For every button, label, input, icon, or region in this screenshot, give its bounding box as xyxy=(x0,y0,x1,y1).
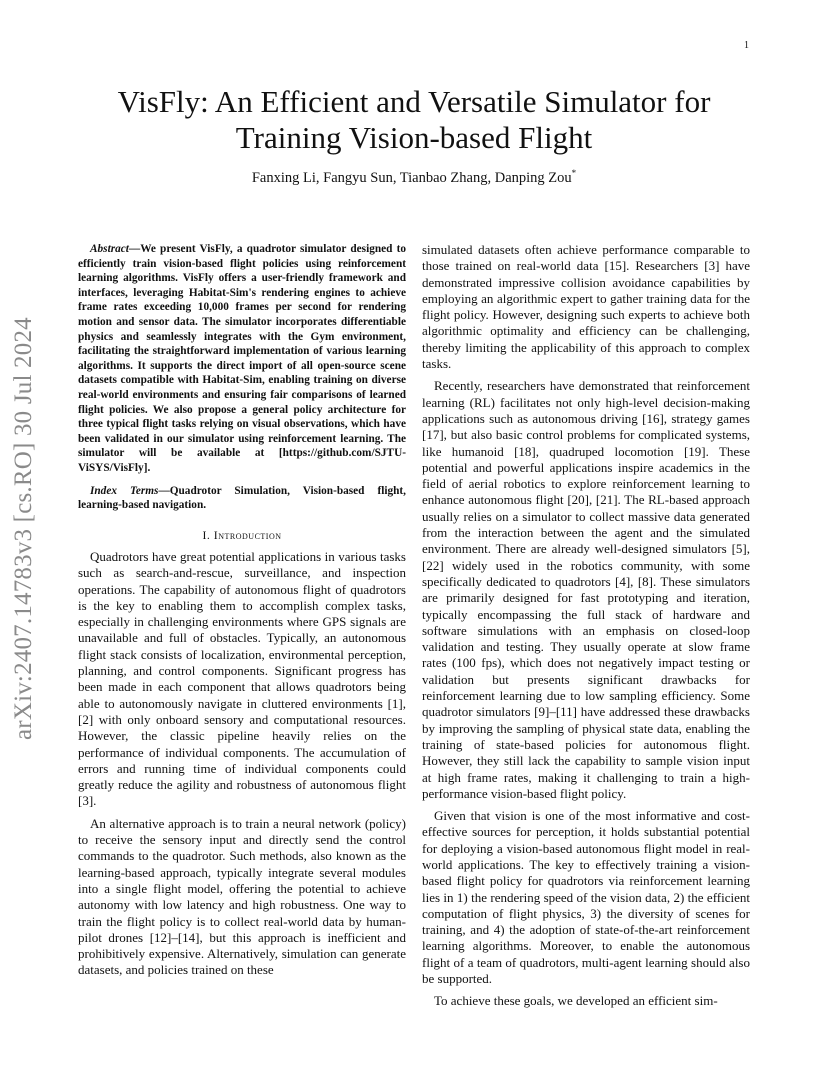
intro-paragraph-1: Quadrotors have great potential applications in various tasks such as search-and-rescue, surveillance, and inspection operations. The capability of autonomous flight of quadrotors is the key to enabling them to accomplish complex tasks, especially in challenging environments where GPS signals are unavailable and full of obstacles. Typically, an autonomous flight stack consists of localization, environmental perception, planning, and control components. Significant progress has been made in each component that allows quadrotors being able to autonomously navigate in cluttered environments [1], [2] with only onboard sensory and computational resources. However, the classic pipeline heavily relies on the performance of individual components. The accumulation of errors and running time of individual components could greatly reduce the agility and robustness of autonomous flight [3]. xyxy=(78,548,406,809)
section-heading-introduction: I. Introduction xyxy=(202,527,282,542)
index-terms xyxy=(78,484,406,513)
title-line-1: VisFly: An Efficient and Versatile Simulator for xyxy=(117,84,711,119)
author-names: Fanxing Li, Fangyu Sun, Tianbao Zhang, Danping Zou xyxy=(251,169,572,186)
intro-paragraph-2: An alternative approach is to train a neural network (policy) to receive the sensory input and directly send the control commands to the quadrotor. Such methods, also known as the learning-based approach, typically integrate several modules into a single flight model, offering the potential to achieve autonomy with low latency and high robustness. One way to train the flight policy is to collect real-world data by human-pilot drones [12]–[14], but this approach is inefficient and prohibitively expensive. Alternatively, simulation can generate datasets, and policies trained on these xyxy=(78,815,406,978)
page-number: 1 xyxy=(744,40,749,51)
left-column xyxy=(78,242,406,985)
intro-paragraph-5: To achieve these goals, we developed an efficient sim- xyxy=(434,993,718,1009)
intro-paragraph-4: Given that vision is one of the most informative and cost-effective sources for perception, it holds substantial potential for deploying a vision-based autonomous flight model in real-world applications. The key to effectively training a vision-based flight policy for quadrotors via reinforcement learning lies in 1) the rendering speed of the vision data, 2) the efficient computation of flight physics, 3) the diversity of scenes for training, and 4) the adoption of state-of-the-art reinforcement learning algorithms. Moreover, to enable the autonomous flight of a team of quadrotors, multi-agent learning should also be supported. xyxy=(422,808,750,987)
author-list xyxy=(60,168,768,187)
title-line-2: Training Vision-based Flight xyxy=(235,120,593,155)
intro-paragraph-3: Recently, researchers have demonstrated that reinforcement learning (RL) facilitates not only high-level decision-making applications such as autonomous driving [16], strategy games [17], but also basic control problems for complicated systems, like humanoid [18], quadruped locomotion [19]. These potential and powerful applications inspire academics in the field of aerial robotics to explore reinforcement learning to enhance autonomous flight [20], [21]. The RL-based approach usually relies on a simulator to collect massive data generated from the interaction between the agent and the simulated environment. There are already well-designed simulators [5], [22] widely used in the robotics community, with some specifically dedicated to quadrotors [4], [8]. These simulators are primarily designed for fast prototyping and iteration, typically encompassing the full stack of hardware and software simulations with an emphasis on closed-loop validation and testing. They usually operate at slow frame rates (100 fps), which does not negatively impact testing or validation but presents significant drawbacks for reinforcement learning due to low sampling efficiency. Some quadrotor simulators [9]–[11] have addressed these drawbacks by improving the sampling of physical state data, enabling the training of state-based policies for autonomous flight. However, they still lack the capability to sample vision input at high frame rates, making it challenging to train a high-performance vision-based flight policy. xyxy=(422,378,750,801)
right-column xyxy=(422,242,750,1016)
abstract xyxy=(78,242,406,476)
index-terms-text: —Quadrotor Simulation, Vision-based flight, learning-based navigation. xyxy=(78,484,406,512)
index-terms-label: Index Terms xyxy=(90,484,159,497)
intro-paragraph-2-cont: simulated datasets often achieve performance comparable to those trained on real-world data [15]. Researchers [3] have demonstrated impressive collision avoidance capabilities by employing an algorithmic expert to gather training data for the flight policy. However, designing such experts to achieve both algorithmic optimality and efficiency can be challenging, thereby limiting the applicability of this approach to complex tasks. xyxy=(422,242,750,372)
paper-title xyxy=(60,84,768,156)
abstract-text: —We present VisFly, a quadrotor simulator designed to efficiently train vision-based flight policies using reinforcement learning algorithms. VisFly offers a user-friendly framework and interfaces, leveraging Habitat-Sim's rendering engines to achieve frame rates exceeding 10,000 frames per second for rendering motion and sensor data. The simulator incorporates differentiable physics and seamlessly integrates with the Gym environment, facilitating the straightforward implementation of various learning algorithms. It supports the direct import of all open-source scene datasets compatible with Habitat-Sim, enabling training on diverse real-world environments and ensuring fair comparisons of learned flight policies. We also propose a general policy architecture for three typical flight tasks relying on visual observations, which have been validated in our simulator using reinforcement learning. The simulator will be available at [https://github.com/SJTU-ViSYS/VisFly]. xyxy=(78,243,406,474)
arxiv-identifier: arXiv:2407.14783v3 [cs.RO] 30 Jul 2024 xyxy=(10,317,37,740)
corresponding-author-mark: * xyxy=(571,168,577,178)
abstract-label: Abstract xyxy=(90,243,129,255)
